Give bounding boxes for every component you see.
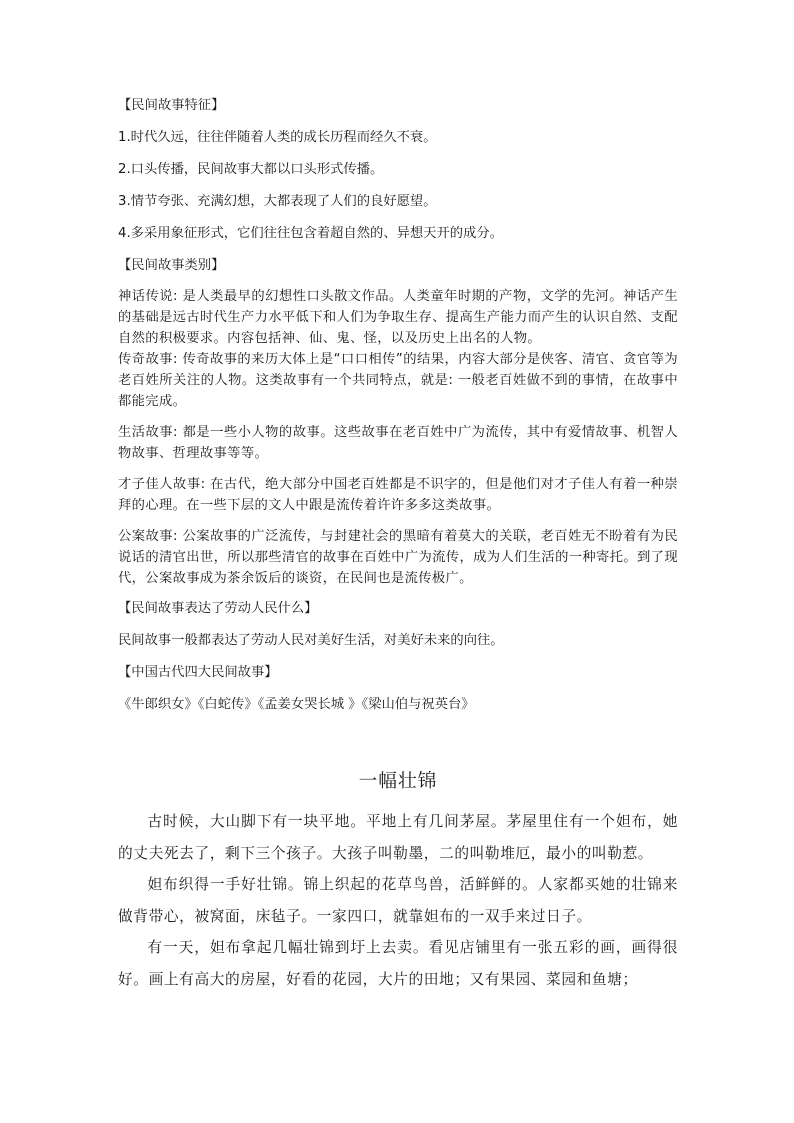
features-heading: 【民间故事特征】: [118, 98, 225, 113]
expression-heading: 【民间故事表达了劳动人民什么】: [118, 601, 318, 616]
type-item-life: 生活故事: 都是一些小人物的故事。这些故事在老百姓中广为流传，其中有爱情故事、机智人物故事、哲理故事等等。: [118, 425, 678, 461]
story-paragraph: 古时候，大山脚下有一块平地。平地上有几间茅屋。茅屋里住有一个妲布，她的丈夫死去了，剩下三个孩子。大孩子叫勒墨，二的叫勒堆厄，最小的叫勒惹。: [118, 813, 678, 862]
story-paragraph: 有一天，妲布拿起几幅壮锦到圩上去卖。看见店铺里有一张五彩的画，画得很好。画上有高大的房屋，好看的花园，大片的田地；又有果园、菜园和鱼塘；: [118, 939, 678, 988]
feature-item: 3.情节夸张、充满幻想，大都表现了人们的良好愿望。: [118, 194, 437, 209]
folk-story-notes: [118, 96, 678, 715]
type-item-scholar-beauty: 才子佳人故事: 在古代，绝大部分中国老百姓都是不识字的，但是他们对才子佳人有着一种崇拜的心理。在一些下层的文人中跟是流传着许许多多这类故事。: [118, 477, 678, 513]
feature-item: 2.口头传播，民间故事大都以口头形式传播。: [118, 162, 384, 177]
type-item-case: 公案故事: 公案故事的广泛流传，与封建社会的黑暗有着莫大的关联，老百姓无不盼着有为民说话的清官出世，所以那些清官的故事在百姓中广为流传，成为人们生活的一种寄托。到了现代，公案故事成为茶余饭后的谈资，在民间也是流传极广。: [118, 529, 678, 586]
feature-item: 4.多采用象征形式，它们往往包含着超自然的、异想天开的成分。: [118, 226, 503, 241]
story-title: 一幅壮锦: [358, 771, 438, 792]
story-paragraph: 妲布织得一手好壮锦。锦上织起的花草鸟兽，活鲜鲜的。人家都买她的壮锦来做背带心，被窝面，床毡子。一家四口，就靠妲布的一双手来过日子。: [118, 876, 678, 925]
type-item-myth: 神话传说: 是人类最早的幻想性口头散文作品。人类童年时期的产物，文学的先河。神话产生的基础是远古时代生产力水平低下和人们为争取生存、提高生产能力而产生的认识自然、支配自然的积极要求。内容包括神、仙、鬼、怪，以及历史上出名的人物。: [118, 289, 678, 346]
expression-text: 民间故事一般都表达了劳动人民对美好生活，对美好未来的向往。: [118, 633, 504, 648]
four-stories-heading: 【中国古代四大民间故事】: [118, 665, 278, 680]
story-section: [118, 768, 678, 995]
four-stories-list: 《牛郎织女》《白蛇传》《孟姜女哭长城 》《梁山伯与祝英台》: [118, 697, 475, 712]
types-heading: 【民间故事类别】: [118, 258, 225, 273]
feature-item: 1.时代久远，往往伴随着人类的成长历程而经久不衰。: [118, 130, 437, 145]
type-item-legend: 传奇故事: 传奇故事的来历大体上是“口口相传”的结果，内容大部分是侠客、清官、贪官等为老百姓所关注的人物。这类故事有一个共同特点，就是: 一般老百姓做不到的事情，在故事中都能完成。: [118, 352, 678, 409]
